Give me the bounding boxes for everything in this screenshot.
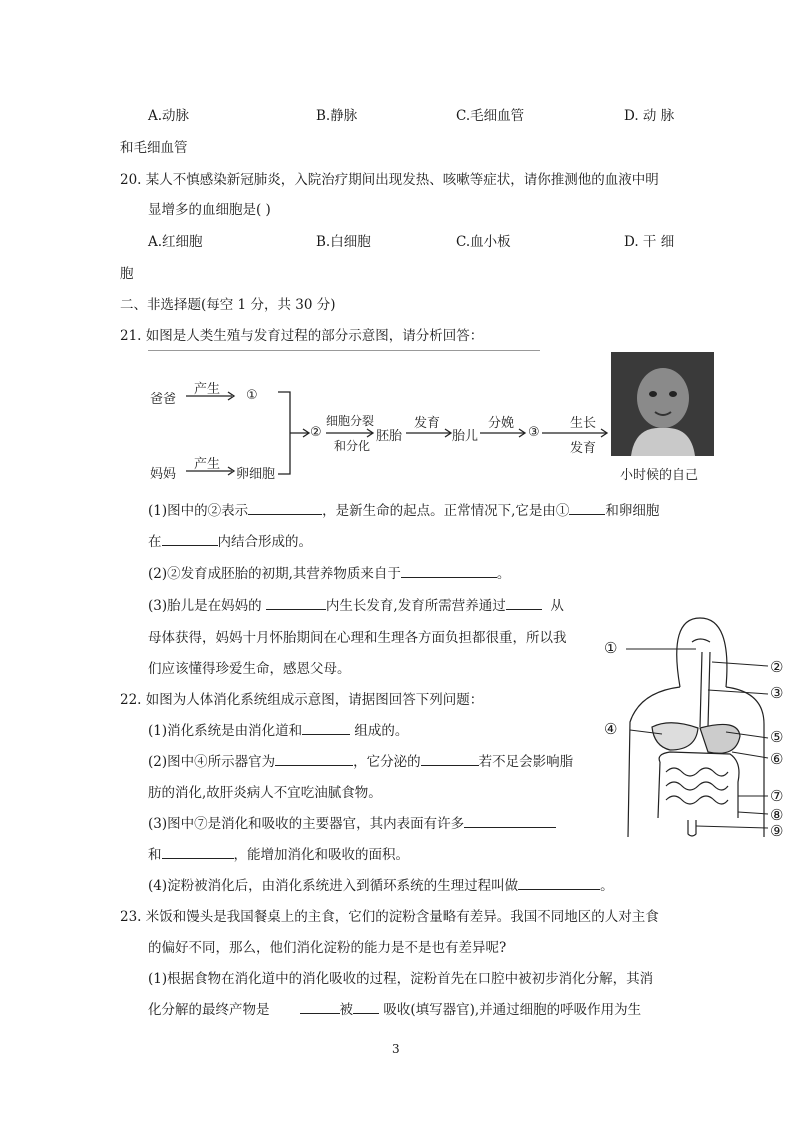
division-label-1: 细胞分裂 <box>326 414 375 428</box>
grow-label-2: 发育 <box>570 441 597 456</box>
division-label-2: 和分化 <box>334 439 371 453</box>
reproduction-flow-diagram <box>150 370 620 490</box>
answer-blank[interactable] <box>421 751 479 766</box>
produce-label-top: 产生 <box>194 382 221 397</box>
circle-3-label: ③ <box>528 425 540 440</box>
answer-blank[interactable] <box>464 813 556 828</box>
answer-blank[interactable] <box>300 999 340 1014</box>
q22-part4: (4)淀粉被消化后，由消化系统进入到循环系统的生理过程叫做 。 <box>148 874 614 894</box>
q21-part3-line3: 们应该懂得珍爱生命，感恩父母。 <box>148 661 351 677</box>
q23-part1-line2: 化分解的最终产物是 被 吸收(填写器官),并通过细胞的呼吸作用为生 <box>148 998 641 1018</box>
fetus-label: 胎儿 <box>452 429 479 444</box>
develop-label: 发育 <box>414 416 441 431</box>
q23-part1-line1: (1)根据食物在消化道中的消化吸收的过程，淀粉首先在口腔中被初步消化分解，其消 <box>148 971 654 987</box>
diagram-label-6: ⑥ <box>770 750 784 768</box>
mom-label: 妈妈 <box>150 467 177 482</box>
birth-label: 分娩 <box>488 416 515 431</box>
q21-part2: (2)②发育成胚胎的初期,其营养物质来自于 。 <box>148 562 510 582</box>
produce-label-bottom: 产生 <box>194 457 221 472</box>
grow-label-1: 生长 <box>570 416 597 431</box>
diagram-label-2: ② <box>770 658 784 676</box>
photo-caption: 小时候的自己 <box>620 468 699 483</box>
q21-part1-line2: 在 内结合形成的。 <box>148 530 312 550</box>
q19-option-b: B.静脉 <box>316 108 358 124</box>
diagram-label-7: ⑦ <box>770 787 784 805</box>
q22-part1: (1)消化系统是由消化道和 组成的。 <box>148 719 408 739</box>
q22-part3-line2: 和 ，能增加消化和吸收的面积。 <box>148 843 409 863</box>
page-number: 3 <box>392 1042 400 1056</box>
answer-blank[interactable] <box>506 595 542 610</box>
q20-stem-line1: 20. 某人不慎感染新冠肺炎，入院治疗期间出现发热、咳嗽等症状，请你推测他的血液中明 <box>120 172 659 188</box>
embryo-label: 胚胎 <box>376 429 403 444</box>
answer-blank[interactable] <box>353 999 379 1014</box>
answer-blank[interactable] <box>248 500 322 515</box>
q22-stem: 22. 如图为人体消化系统组成示意图，请据图回答下列问题： <box>120 692 484 708</box>
digestive-system-diagram <box>600 612 790 842</box>
egg-cell-label: 卵细胞 <box>236 467 276 482</box>
q20-option-d: D. 干 细 <box>624 234 675 250</box>
q20-option-a: A.红细胞 <box>148 234 203 250</box>
q20-stem-line2: 显增多的血细胞是( ) <box>148 202 271 218</box>
diagram-label-5: ⑤ <box>770 728 784 746</box>
diagram-label-8: ⑧ <box>770 806 784 824</box>
answer-blank[interactable] <box>401 563 497 578</box>
answer-blank[interactable] <box>162 531 218 546</box>
answer-blank[interactable] <box>266 595 326 610</box>
diagram-label-1: ① <box>604 639 618 657</box>
q21-stem: 21. 如图是人类生殖与发育过程的部分示意图，请分析回答： <box>120 328 484 344</box>
circle-1-label: ① <box>246 388 258 403</box>
answer-blank[interactable] <box>275 751 353 766</box>
answer-blank[interactable] <box>162 844 234 859</box>
q20-option-c: C.血小板 <box>456 234 511 250</box>
q21-part1-line1: (1)图中的②表示 ，是新生命的起点。正常情况下,它是由① 和卵细胞 <box>148 499 659 519</box>
q19-option-c: C.毛细血管 <box>456 108 525 124</box>
q21-part3-line2: 母体获得，妈妈十月怀胎期间在心理和生理各方面负担都很重，所以我 <box>148 630 567 646</box>
q23-stem-line2: 的偏好不同，那么，他们消化淀粉的能力是不是也有差异呢? <box>148 940 507 956</box>
dad-label: 爸爸 <box>150 392 177 407</box>
section-heading: 二、非选择题(每空 1 分，共 30 分) <box>120 297 336 313</box>
answer-blank[interactable] <box>518 875 600 890</box>
q19-option-a: A.动脉 <box>148 108 190 124</box>
q19-option-d: D. 动 脉 <box>624 108 675 124</box>
answer-blank[interactable] <box>569 500 605 515</box>
q20-option-b: B.白细胞 <box>316 234 371 250</box>
circle-2-label: ② <box>310 425 322 440</box>
q20-option-d-cont: 胞 <box>120 266 134 282</box>
diagram-label-3: ③ <box>770 684 784 702</box>
answer-blank[interactable] <box>302 720 350 735</box>
diagram-label-9: ⑨ <box>770 822 784 840</box>
diagram-label-4: ④ <box>604 720 618 738</box>
digestive-figure <box>600 612 790 842</box>
q19-option-d-cont: 和毛细血管 <box>120 140 188 156</box>
q22-part3-line1: (3)图中⑦是消化和吸收的主要器官，其内表面有许多 <box>148 812 556 832</box>
q23-stem-line1: 23. 米饭和馒头是我国餐桌上的主食，它们的淀粉含量略有差异。我国不同地区的人对主食 <box>120 909 659 925</box>
child-portrait-image <box>611 352 714 456</box>
q22-part2-line2: 肪的消化,故肝炎病人不宜吃油腻食物。 <box>148 785 382 801</box>
diagram-top-rule <box>148 350 540 351</box>
childhood-photo <box>611 352 714 456</box>
q22-part2-line1: (2)图中④所示器官为 ，它分泌的 若不足会影响脂 <box>148 750 573 770</box>
q21-part3-line1: (3)胎儿是在妈妈的 内生长发育,发育所需营养通过 从 <box>148 594 564 614</box>
